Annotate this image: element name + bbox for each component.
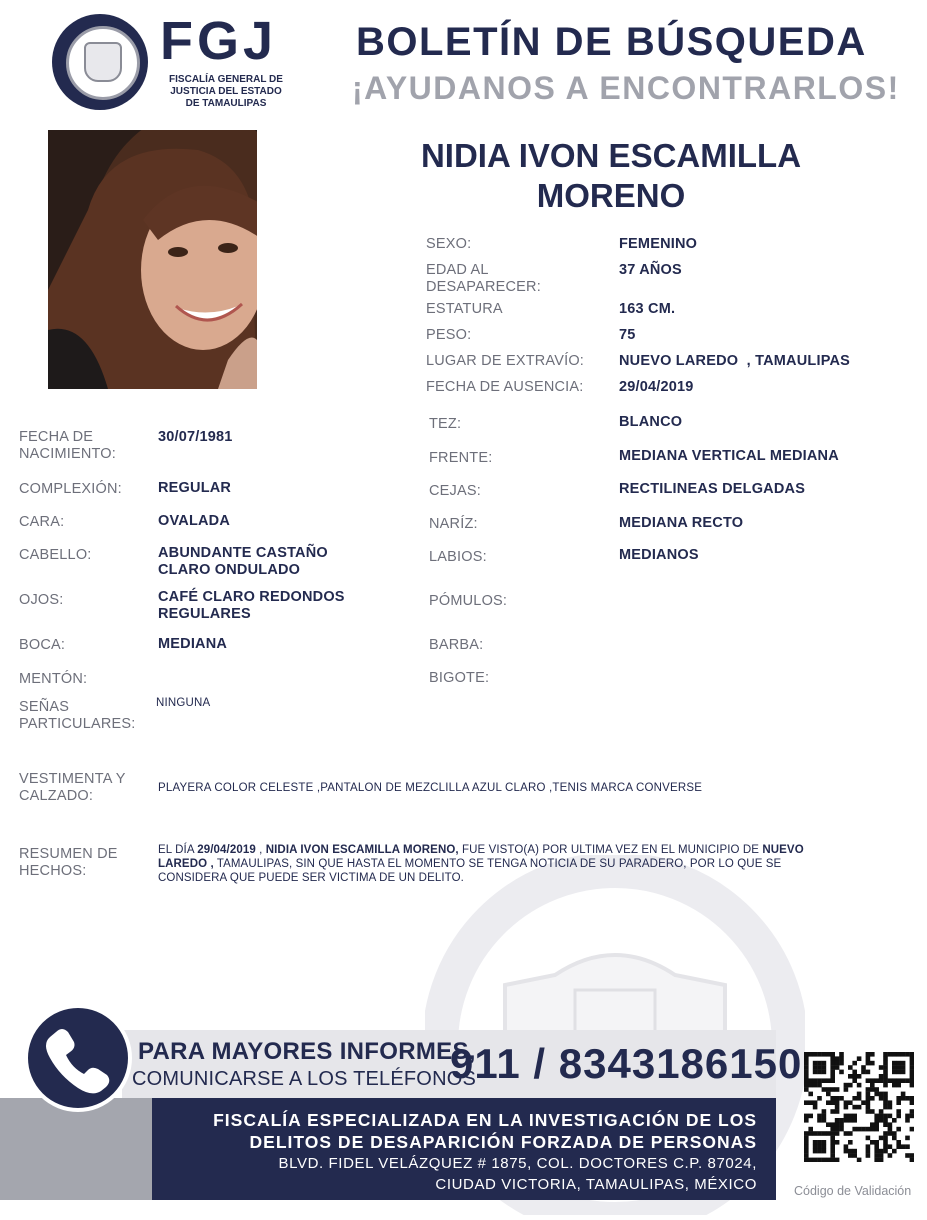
field-value-senas: NINGUNA (156, 697, 211, 709)
field-value-labios: MEDIANOS (619, 547, 699, 563)
fgj-logo-subtitle: FISCALÍA GENERAL DE JUSTICIA DEL ESTADO DE TAMAULIPAS (169, 74, 283, 109)
field-value-boca: MEDIANA (158, 636, 228, 652)
field-value-cara: OVALADA (158, 513, 231, 529)
resumen-label: RESUMEN DE HECHOS: (19, 846, 118, 879)
field-value-ojos: CAFÉ CLARO REDONDOS REGULARES (158, 589, 345, 622)
field-label-labios: LABIOS: (429, 549, 487, 565)
missing-person-photo (48, 130, 257, 389)
field-value-edad: 37 AÑOS (619, 262, 682, 278)
field-label-boca: BOCA: (19, 637, 66, 653)
agency-line1: FISCALÍA ESPECIALIZADA EN LA INVESTIGACIÓN DE LOS (213, 1110, 757, 1130)
field-value-estatura: 163 CM. (619, 301, 676, 317)
field-value-sexo: FEMENINO (619, 236, 698, 252)
phone-numbers[interactable]: 911 / 8343186150 (450, 1040, 803, 1087)
field-value-complexion: REGULAR (158, 480, 232, 496)
field-value-lugar: NUEVO LAREDO , TAMAULIPAS (619, 353, 851, 369)
field-label-barba: BARBA: (429, 637, 484, 653)
fgj-logo-text: FGJ (160, 11, 278, 71)
field-label-ojos: OJOS: (19, 592, 64, 608)
contact-label: COMUNICARSE A LOS TELÉFONOS (132, 1068, 477, 1090)
field-label-sexo: SEXO: (426, 236, 472, 252)
more-info-label: PARA MAYORES INFORMES, (138, 1038, 476, 1065)
field-label-pomulos: PÓMULOS: (429, 593, 508, 609)
field-value-tez: BLANCO (619, 414, 683, 430)
vestimenta-value: PLAYERA COLOR CELESTE ,PANTALON DE MEZCLILLA AZUL CLARO ,TENIS MARCA CONVERSE (158, 782, 703, 794)
vestimenta-label: VESTIMENTA Y CALZADO: (19, 771, 126, 804)
footer-gray-band (0, 1098, 152, 1200)
field-value-cabello: ABUNDANTE CASTAÑO CLARO ONDULADO (158, 545, 328, 578)
field-value-cejas: RECTILINEAS DELGADAS (619, 481, 806, 497)
field-value-fecha-ausencia: 29/04/2019 (619, 379, 694, 395)
field-label-cejas: CEJAS: (429, 483, 481, 499)
agency-line2: DELITOS DE DESAPARICIÓN FORZADA DE PERSONAS (249, 1132, 757, 1152)
address-line2: CIUDAD VICTORIA, TAMAULIPAS, MÉXICO (435, 1176, 757, 1193)
field-label-menton: MENTÓN: (19, 671, 88, 687)
field-value-frente: MEDIANA VERTICAL MEDIANA (619, 448, 839, 464)
coat-of-arms-icon (84, 42, 122, 82)
field-label-nariz: NARÍZ: (429, 516, 478, 532)
person-name: NIDIA IVON ESCAMILLA MORENO (420, 137, 802, 214)
field-label-lugar: LUGAR DE EXTRAVÍO: (426, 353, 585, 369)
field-label-senas: SEÑAS PARTICULARES: (19, 699, 136, 732)
field-label-cabello: CABELLO: (19, 547, 92, 563)
field-label-complexion: COMPLEXIÓN: (19, 481, 122, 497)
field-label-frente: FRENTE: (429, 450, 493, 466)
field-value-peso: 75 (619, 327, 636, 343)
field-label-bigote: BIGOTE: (429, 670, 490, 686)
resumen-text: EL DÍA 29/04/2019 , NIDIA IVON ESCAMILLA MORENO, FUE VISTO(A) POR ULTIMA VEZ EN EL MUNICIPIO DE NUEVO LAREDO , TAMAULIPAS, SIN QUE HASTA EL MOMENTO SE TENGA NOTICIA DE SU PARADERO, POR LO QUE SE CONSIDERA QUE PUEDE SER VICTIMA DE UN DELITO. (158, 844, 804, 884)
field-label-peso: PESO: (426, 327, 472, 343)
field-value-fecha-nacimiento: 30/07/1981 (158, 429, 233, 445)
field-label-fecha-nacimiento: FECHA DE NACIMIENTO: (19, 429, 116, 462)
qr-code[interactable] (804, 1052, 914, 1162)
phone-icon (24, 1004, 132, 1112)
field-value-nariz: MEDIANA RECTO (619, 515, 744, 531)
bulletin-title: BOLETÍN DE BÚSQUEDA (356, 20, 867, 64)
bulletin-subtitle: ¡AYUDANOS A ENCONTRARLOS! (352, 70, 900, 106)
address-line1: BLVD. FIDEL VELÁZQUEZ # 1875, COL. DOCTORES C.P. 87024, (278, 1155, 757, 1172)
field-label-cara: CARA: (19, 514, 65, 530)
field-label-edad: EDAD AL DESAPARECER: (426, 262, 541, 295)
field-label-estatura: ESTATURA (426, 301, 503, 317)
field-label-fecha-ausencia: FECHA DE AUSENCIA: (426, 379, 584, 395)
field-label-tez: TEZ: (429, 416, 462, 432)
qr-code-label: Código de Validación (794, 1184, 912, 1198)
